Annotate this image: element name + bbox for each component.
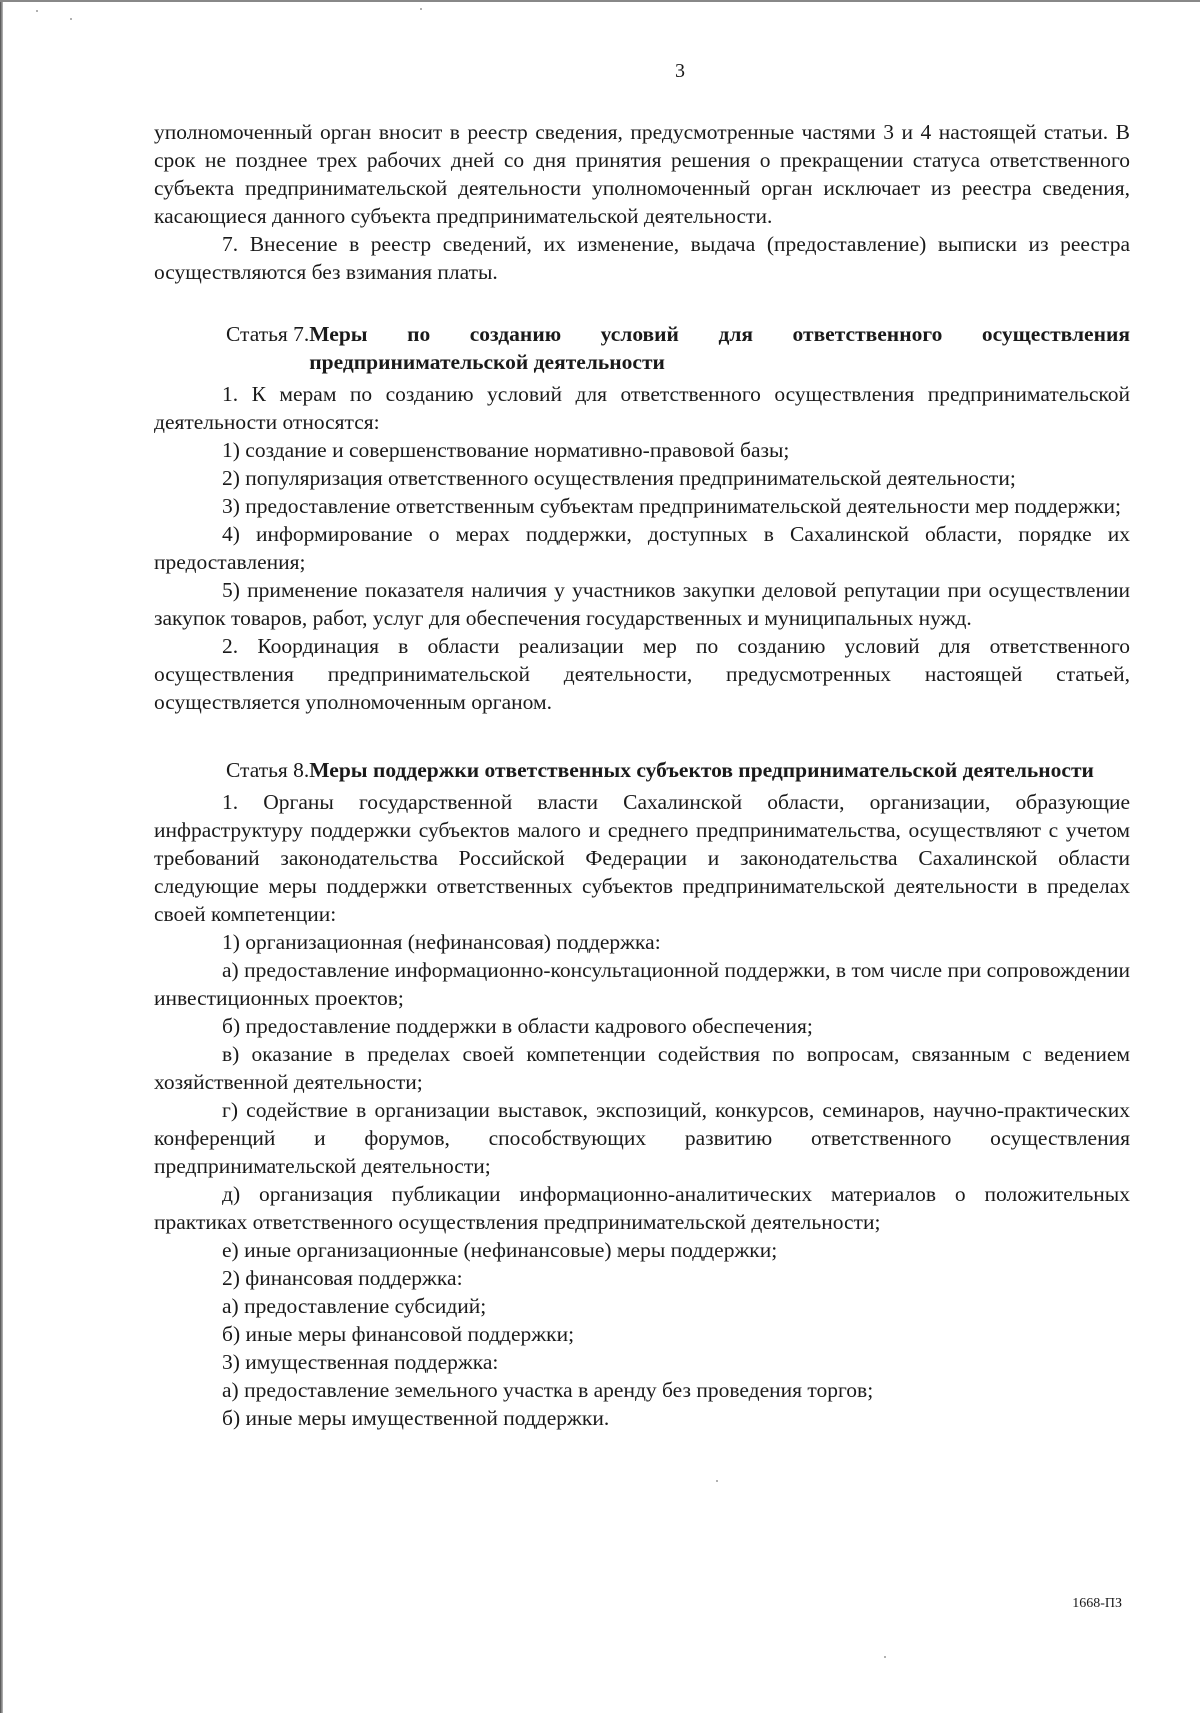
article-7-title: Меры по созданию условий для ответственного осуществления предпринимательской деятельности bbox=[309, 322, 1130, 374]
article-7-label: Статья 7. bbox=[226, 322, 310, 346]
article-7-heading bbox=[154, 320, 1130, 376]
scan-speck bbox=[36, 10, 38, 12]
list-item: а) предоставление земельного участка в аренду без проведения торгов; bbox=[222, 1378, 874, 1402]
paragraph-7: 7. Внесение в реестр сведений, их изменение, выдача (предоставление) выписки из реестра осуществляются без взимания платы. bbox=[154, 232, 1130, 284]
article-7-intro: 1. К мерам по созданию условий для ответственного осуществления предпринимательской деятельности относятся: bbox=[154, 382, 1130, 434]
list-item: 4) информирование о мерах поддержки, доступных в Сахалинской области, порядке их предоставления; bbox=[154, 522, 1130, 574]
article-8-intro: 1. Органы государственной власти Сахалинской области, организации, образующие инфраструктуру поддержки субъектов малого и среднего предпринимательства, осуществляют с учетом требований законодательства Российской Федерации и законодательства Сахалинской области следующие меры поддержки ответственных субъектов предпринимательской деятельности в пределах своей компетенции: bbox=[154, 790, 1130, 926]
list-item: в) оказание в пределах своей компетенции содействия по вопросам, связанным с ведением хозяйственной деятельности; bbox=[154, 1042, 1130, 1094]
list-item: 1) создание и совершенствование нормативно-правовой базы; bbox=[222, 438, 790, 462]
list-item: а) предоставление информационно-консультационной поддержки, в том числе при сопровождении инвестиционных проектов; bbox=[154, 958, 1130, 1010]
list-item: г) содействие в организации выставок, экспозиций, конкурсов, семинаров, научно-практических конференций и форумов, способствующих развитию ответственного осуществления предпринимательской деятельности; bbox=[154, 1098, 1130, 1178]
list-item: е) иные организационные (нефинансовые) меры поддержки; bbox=[222, 1238, 778, 1262]
list-item: 3) предоставление ответственным субъектам предпринимательской деятельности мер поддержки; bbox=[222, 494, 1121, 518]
scan-speck bbox=[70, 18, 72, 20]
paragraph-continuation: уполномоченный орган вносит в реестр сведения, предусмотренные частями 3 и 4 настоящей статьи. В срок не позднее трех рабочих дней со дня принятия решения о прекращении статуса ответственного субъекта предпринимательской деятельности уполномоченный орган исключает из реестра сведения, касающиеся данного субъекта предпринимательской деятельности. bbox=[154, 120, 1130, 228]
document-code: 1668-ПЗ bbox=[1072, 1596, 1122, 1611]
list-item: 2) финансовая поддержка: bbox=[222, 1266, 463, 1290]
document-body bbox=[154, 118, 1130, 1432]
scan-speck bbox=[884, 1656, 886, 1658]
scan-speck bbox=[716, 1480, 718, 1482]
scan-edge-left bbox=[0, 0, 3, 1713]
list-item: д) организация публикации информационно-аналитических материалов о положительных практиках ответственного осуществления предпринимательской деятельности; bbox=[154, 1182, 1130, 1234]
list-item: 2) популяризация ответственного осуществления предпринимательской деятельности; bbox=[222, 466, 1016, 490]
scan-speck bbox=[420, 8, 422, 10]
article-8-heading bbox=[154, 756, 1130, 784]
list-item: 3) имущественная поддержка: bbox=[222, 1350, 499, 1374]
list-item: б) предоставление поддержки в области кадрового обеспечения; bbox=[222, 1014, 813, 1038]
article-7-para-2: 2. Координация в области реализации мер по созданию условий для ответственного осуществления предпринимательской деятельности, предусмотренных настоящей статьей, осуществляется уполномоченным органом. bbox=[154, 634, 1130, 714]
page-number: 3 bbox=[675, 60, 685, 82]
article-8-label: Статья 8. bbox=[226, 758, 310, 782]
scan-edge-top bbox=[0, 0, 1200, 2]
list-item: а) предоставление субсидий; bbox=[222, 1294, 487, 1318]
article-8-title: Меры поддержки ответственных субъектов предпринимательской деятельности bbox=[309, 758, 1094, 782]
list-item: б) иные меры финансовой поддержки; bbox=[222, 1322, 575, 1346]
list-item: 1) организационная (нефинансовая) поддержка: bbox=[222, 930, 661, 954]
list-item: б) иные меры имущественной поддержки. bbox=[222, 1406, 610, 1430]
list-item: 5) применение показателя наличия у участников закупки деловой репутации при осуществлении закупок товаров, работ, услуг для обеспечения государственных и муниципальных нужд. bbox=[154, 578, 1130, 630]
